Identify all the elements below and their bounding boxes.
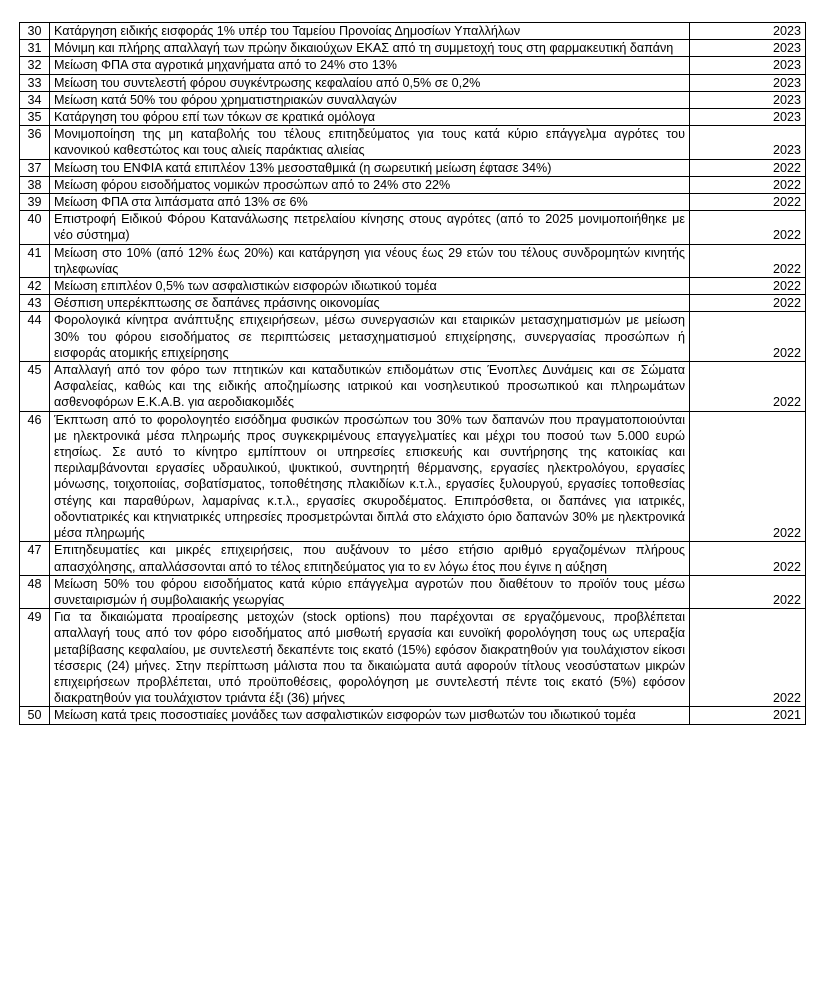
measure-description: Μείωση του ΕΝΦΙΑ κατά επιπλέον 13% μεσοσταθμικά (η σωρευτική μείωση έφτασε 34%): [50, 159, 690, 176]
table-row: [20, 57, 806, 74]
row-number: 33: [20, 74, 50, 91]
row-number: 49: [20, 609, 50, 707]
measures-table-body: [20, 23, 806, 725]
row-number: 46: [20, 411, 50, 542]
measure-description: Για τα δικαιώματα προαίρεσης μετοχών (stock options) που παρέχονται σε εργαζόμενους, προβλέπεται απαλλαγή τους από τον φόρο εισοδήματος από μισθωτή εργασία και ευνοϊκή φορολόγηση τους ως υπεραξία μεταβίβασης κεφαλαίου, με συντελεστή δεκαπέντε τοις εκατό (15%) εφόσον διακρατηθούν για τουλάχιστον είκοσι τέσσερις (24) μήνες. Στην περίπτωση μάλιστα που τα δικαιώματα αυτά αφορούν τίτλους νεοσύστατων μικρών επιχειρήσεων προβλέπεται, υπό προϋποθέσεις, φορολόγηση με συντελεστή πέντε τοις εκατό (5%) εφόσον διακρατηθούν για τουλάχιστον τριάντα έξι (36) μήνες: [50, 609, 690, 707]
table-row: [20, 278, 806, 295]
measure-description: Μείωση φόρου εισοδήματος νομικών προσώπων από το 24% στο 22%: [50, 176, 690, 193]
measure-year: 2022: [690, 295, 806, 312]
table-row: [20, 176, 806, 193]
measure-year: 2022: [690, 211, 806, 244]
table-row: [20, 74, 806, 91]
table-row: [20, 411, 806, 542]
row-number: 31: [20, 40, 50, 57]
row-number: 47: [20, 542, 50, 575]
table-row: [20, 295, 806, 312]
table-row: [20, 575, 806, 608]
row-number: 41: [20, 244, 50, 277]
measure-year: 2022: [690, 159, 806, 176]
measure-year: 2022: [690, 609, 806, 707]
measure-description: Μείωση επιπλέον 0,5% των ασφαλιστικών εισφορών ιδιωτικού τομέα: [50, 278, 690, 295]
measure-description: Επιστροφή Ειδικού Φόρου Κατανάλωσης πετρελαίου κίνησης στους αγρότες (από το 2025 μονιμοποιήθηκε με νέο σύστημα): [50, 211, 690, 244]
row-number: 43: [20, 295, 50, 312]
measure-year: 2022: [690, 312, 806, 362]
measure-year: 2023: [690, 126, 806, 159]
row-number: 40: [20, 211, 50, 244]
table-row: [20, 362, 806, 412]
row-number: 30: [20, 23, 50, 40]
row-number: 44: [20, 312, 50, 362]
measure-description: Φορολογικά κίνητρα ανάπτυξης επιχειρήσεων, μέσω συνεργασιών και εταιρικών μετασχηματισμών με μείωση 30% του φόρου εισοδήματος σε περιπτώσεις μετασχηματισμού επιχείρησης, συνεργασίας προσώπων ή εισφοράς ατομικής επιχείρησης: [50, 312, 690, 362]
measure-year: 2022: [690, 278, 806, 295]
row-number: 42: [20, 278, 50, 295]
row-number: 48: [20, 575, 50, 608]
row-number: 34: [20, 91, 50, 108]
table-row: [20, 211, 806, 244]
table-row: [20, 609, 806, 707]
table-row: [20, 542, 806, 575]
measure-description: Κατάργηση του φόρου επί των τόκων σε κρατικά ομόλογα: [50, 109, 690, 126]
table-row: [20, 126, 806, 159]
measure-year: 2022: [690, 176, 806, 193]
measures-table: [19, 22, 806, 725]
measure-year: 2021: [690, 707, 806, 724]
measure-year: 2023: [690, 40, 806, 57]
row-number: 39: [20, 194, 50, 211]
measure-description: Απαλλαγή από τον φόρο των πτητικών και καταδυτικών επιδομάτων στις Ένοπλες Δυνάμεις και σε Σώματα Ασφαλείας, καθώς και της ειδικής αποζημίωσης ιατρικού και νοσηλευτικού προσωπικού και πληρωμάτων ασθενοφόρων Ε.Κ.Α.Β. για αεροδιακομιδές: [50, 362, 690, 412]
table-row: [20, 159, 806, 176]
table-row: [20, 91, 806, 108]
table-row: [20, 23, 806, 40]
measure-year: 2022: [690, 244, 806, 277]
row-number: 50: [20, 707, 50, 724]
measure-description: Μόνιμη και πλήρης απαλλαγή των πρώην δικαιούχων ΕΚΑΣ από τη συμμετοχή τους στη φαρμακευτική δαπάνη: [50, 40, 690, 57]
row-number: 45: [20, 362, 50, 412]
row-number: 38: [20, 176, 50, 193]
row-number: 35: [20, 109, 50, 126]
row-number: 37: [20, 159, 50, 176]
measure-year: 2023: [690, 23, 806, 40]
measure-year: 2023: [690, 109, 806, 126]
measure-description: Θέσπιση υπερέκπτωσης σε δαπάνες πράσινης οικονομίας: [50, 295, 690, 312]
measure-description: Μείωση κατά 50% του φόρου χρηματιστηριακών συναλλαγών: [50, 91, 690, 108]
measure-year: 2022: [690, 575, 806, 608]
table-row: [20, 109, 806, 126]
measure-year: 2023: [690, 74, 806, 91]
measure-year: 2022: [690, 411, 806, 542]
measure-description: Μείωση κατά τρεις ποσοστιαίες μονάδες των ασφαλιστικών εισφορών των μισθωτών του ιδιωτικού τομέα: [50, 707, 690, 724]
measure-year: 2022: [690, 194, 806, 211]
measure-description: Μείωση ΦΠΑ στα λιπάσματα από 13% σε 6%: [50, 194, 690, 211]
measure-description: Μείωση ΦΠΑ στα αγροτικά μηχανήματα από το 24% στο 13%: [50, 57, 690, 74]
measure-description: Μονιμοποίηση της μη καταβολής του τέλους επιτηδεύματος για τους κατά κύριο επάγγελμα αγρότες του κανονικού καθεστώτος και τους αλιείς παράκτιας αλιείας: [50, 126, 690, 159]
table-row: [20, 707, 806, 724]
table-row: [20, 40, 806, 57]
measure-year: 2023: [690, 91, 806, 108]
measure-year: 2022: [690, 542, 806, 575]
measure-description: Μείωση του συντελεστή φόρου συγκέντρωσης κεφαλαίου από 0,5% σε 0,2%: [50, 74, 690, 91]
table-row: [20, 244, 806, 277]
measure-description: Έκπτωση από το φορολογητέο εισόδημα φυσικών προσώπων του 30% των δαπανών που πραγματοποιούνται με ηλεκτρονικά μέσα πληρωμής προς συγκεκριμένους επαγγελματίες και μέχρι του ποσού των 5.000 ευρώ ετησίως. Σε αυτό το κίνητρο εμπίπτουν οι υπηρεσίες επισκευής και συντήρησης της κατοικίας και περιλαμβάνονται εργασίες υδραυλικού, ψυκτικού, συντηρητή θέρμανσης, εργασίες ηλεκτρολόγου, εργασίες μόνωσης, τοιχοποιίας, σοβατίσματος, τοποθέτησης πλακιδίων κ.τ.λ., εργασίες ξυλουργού, εργασίες τοποθεσίας στέγης και παραθύρων, λαμαρίνας κ.τ.λ., εργασίες σκυροδέματος. Επιπρόσθετα, οι δαπάνες για ιατρικές, οδοντιατρικές και κτηνιατρικές υπηρεσίες προσμετρώνται διπλά στο ελάχιστο όριο δαπανών 30% με ηλεκτρονικά μέσα πληρωμής: [50, 411, 690, 542]
measure-year: 2022: [690, 362, 806, 412]
measure-year: 2023: [690, 57, 806, 74]
table-row: [20, 194, 806, 211]
row-number: 36: [20, 126, 50, 159]
measure-description: Επιτηδευματίες και μικρές επιχειρήσεις, που αυξάνουν το μέσο ετήσιο αριθμό εργαζομένων πλήρους απασχόλησης, απαλλάσσονται από το τέλος επιτηδεύματος για το εν λόγω έτος που έγινε η αύξηση: [50, 542, 690, 575]
table-row: [20, 312, 806, 362]
row-number: 32: [20, 57, 50, 74]
measure-description: Μείωση 50% του φόρου εισοδήματος κατά κύριο επάγγελμα αγροτών που διαθέτουν το προϊόν τους μέσω συνεταιρισμών ή συμβολαιακής γεωργίας: [50, 575, 690, 608]
measure-description: Μείωση στο 10% (από 12% έως 20%) και κατάργηση για νέους έως 29 ετών του τέλους συνδρομητών κινητής τηλεφωνίας: [50, 244, 690, 277]
measure-description: Κατάργηση ειδικής εισφοράς 1% υπέρ του Ταμείου Προνοίας Δημοσίων Υπαλλήλων: [50, 23, 690, 40]
